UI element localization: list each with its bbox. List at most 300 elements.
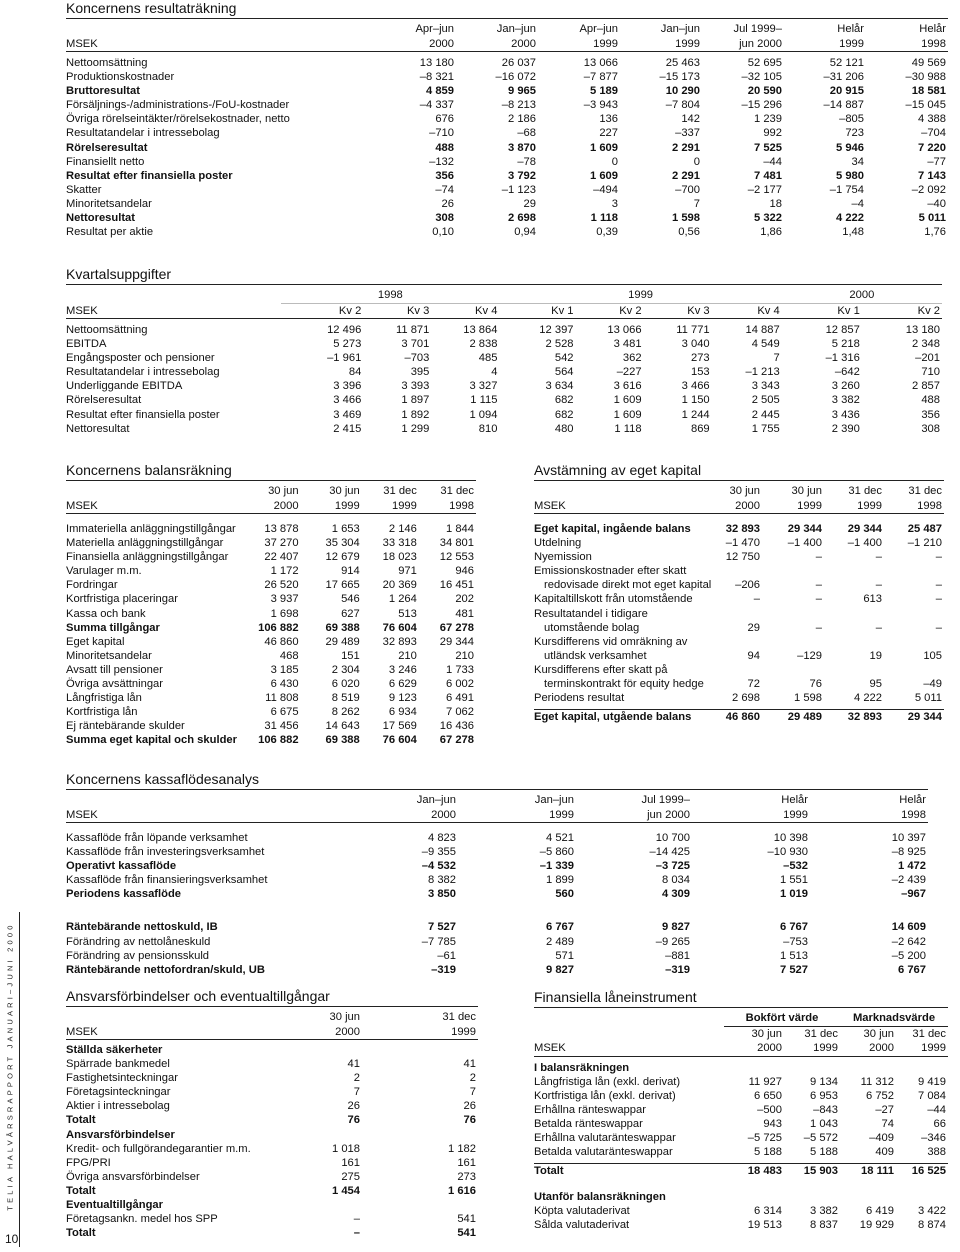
cell-value: 161 — [457, 1156, 476, 1169]
table-row — [66, 564, 476, 578]
cell-value: 3 870 — [508, 141, 536, 154]
column-header: Jan–jun — [534, 794, 574, 806]
row-label: Underliggande EBITDA — [66, 380, 183, 393]
cell-value: 6 020 — [331, 678, 360, 691]
cell-value: –14 887 — [823, 99, 864, 112]
section-rule — [66, 18, 948, 19]
table-row — [66, 225, 948, 239]
table-row — [534, 1103, 948, 1117]
column-header: jun 2000 — [702, 37, 784, 52]
column-header: 2000 — [456, 37, 538, 52]
row-label: Minoritetsandelar — [66, 649, 152, 662]
header-row — [66, 484, 476, 499]
table-row — [66, 56, 948, 70]
cell-value: 11 927 — [748, 1075, 782, 1088]
cell-value: –227 — [616, 366, 642, 379]
table-row — [66, 1198, 478, 1212]
income-statement-table — [66, 22, 948, 239]
cell-value: 8 382 — [428, 874, 456, 887]
cell-value: –532 — [783, 860, 808, 873]
cell-value: 2 505 — [751, 394, 780, 407]
cell-value: 12 679 — [325, 551, 360, 564]
cell-value: 710 — [921, 366, 940, 379]
column-header: Kv 1 — [782, 303, 862, 319]
cell-value — [884, 635, 944, 649]
table-row — [534, 1117, 948, 1131]
cell-value: 210 — [455, 649, 474, 662]
cell-value — [884, 663, 944, 677]
cell-value: 1,86 — [760, 226, 782, 239]
row-label: Sålda valutaderivat — [534, 1219, 630, 1232]
cell-value: 6 767 — [546, 921, 574, 934]
cell-value: 1,48 — [842, 226, 864, 239]
contingent-title: Ansvarsförbindelser och eventualtillgångar — [66, 988, 330, 1004]
cell-value: 2 304 — [331, 663, 360, 676]
header-row — [66, 1010, 478, 1025]
cell-value: 8 837 — [810, 1219, 838, 1232]
row-label: I balansräkningen — [534, 1061, 630, 1074]
row-label: Nettoresultat — [66, 212, 135, 225]
cell-value: –2 092 — [911, 183, 946, 196]
table-row — [66, 733, 476, 747]
cell-value: 273 — [457, 1170, 476, 1183]
row-label: Resultat efter finansiella poster — [66, 169, 233, 182]
header-row — [534, 484, 944, 499]
cell-value: 1 118 — [590, 212, 618, 225]
cell-value: 20 915 — [829, 85, 864, 98]
cell-value: 13 066 — [607, 324, 642, 336]
cell-value: 31 456 — [264, 720, 299, 733]
cell-value: 9 965 — [508, 85, 536, 98]
cell-value: 388 — [927, 1146, 946, 1159]
table-row — [534, 1089, 948, 1103]
row-label: Räntebärande nettoskuld, IB — [66, 921, 218, 934]
cell-value: 10 397 — [891, 832, 926, 844]
cell-value: 20 369 — [382, 579, 417, 592]
cell-value: 3 396 — [333, 380, 362, 393]
cell-value: 1 897 — [401, 394, 430, 407]
row-label: Ställda säkerheter — [66, 1044, 163, 1056]
cell-value: 41 — [347, 1058, 360, 1071]
cell-value: –15 296 — [741, 99, 782, 112]
table-row — [534, 649, 944, 663]
table-row — [66, 1113, 478, 1127]
cell-value: 7 527 — [428, 921, 456, 934]
cell-value: 4 — [491, 366, 498, 379]
row-label: Eget kapital, ingående balans — [534, 523, 691, 535]
cell-value: –5 572 — [803, 1131, 838, 1144]
column-header: 31 dec — [440, 485, 474, 497]
cell-value: 25 463 — [665, 57, 700, 69]
cell-value: 10 290 — [665, 85, 700, 98]
row-label: Totalt — [534, 1164, 724, 1179]
row-label: Eventualtillgångar — [66, 1199, 163, 1212]
cell-value: – — [935, 593, 942, 606]
table-row — [534, 1218, 948, 1232]
cell-value: 153 — [690, 366, 710, 379]
cell-value: 29 344 — [787, 523, 822, 535]
cell-value: 3 327 — [469, 380, 498, 393]
cell-value: – — [935, 579, 942, 592]
section-rule — [66, 1006, 478, 1007]
cell-value: 17 665 — [325, 579, 360, 592]
cell-value: 14 643 — [325, 720, 360, 733]
cell-value: 12 496 — [327, 324, 362, 336]
year-header: 1998 — [281, 288, 499, 303]
table-row — [66, 663, 476, 677]
cell-value: –1 210 — [907, 537, 942, 550]
column-header: 30 jun — [863, 1027, 894, 1040]
cell-value — [362, 1043, 478, 1057]
cashflow-table — [66, 793, 928, 977]
table-row — [534, 621, 944, 635]
row-label: FPG/PRI — [66, 1156, 111, 1169]
cell-value: 542 — [554, 352, 574, 365]
cell-value: –753 — [783, 935, 808, 948]
column-header: 1999 — [538, 37, 620, 52]
column-header: 30 jun — [751, 1027, 782, 1040]
table-row — [66, 887, 928, 901]
cell-value: –32 105 — [741, 71, 782, 84]
row-label: Förändring av nettolåneskuld — [66, 935, 211, 948]
cell-value: 18 581 — [911, 85, 946, 98]
cell-value: 3 343 — [751, 380, 780, 393]
column-header: 2000 — [296, 1025, 362, 1040]
cell-value: 12 397 — [539, 324, 574, 336]
cell-value: 6 629 — [388, 678, 417, 691]
cell-value: 76 604 — [382, 734, 417, 747]
table-row — [66, 141, 948, 155]
cell-value: –2 177 — [747, 183, 782, 196]
column-header: Jan–jun — [496, 23, 536, 35]
column-header: jun 2000 — [576, 808, 692, 823]
closing-balance-row — [534, 710, 944, 725]
cell-value: 723 — [845, 127, 864, 140]
cell-value: 308 — [435, 212, 454, 225]
income-statement-section — [66, 0, 948, 245]
cell-value: 8 874 — [918, 1219, 946, 1232]
cell-value: 13 878 — [264, 523, 299, 535]
spacer-row — [534, 1178, 948, 1190]
cell-value: 1 698 — [270, 607, 299, 620]
column-header: 1999 — [824, 499, 884, 514]
cell-value: –129 — [797, 649, 822, 662]
cell-value: 3 185 — [270, 663, 299, 676]
row-label: Nyemission — [534, 551, 592, 564]
row-label: Företagsankn. medel hos SPP — [66, 1213, 218, 1226]
cell-value: 4 388 — [918, 113, 946, 126]
cell-value: 10 398 — [773, 832, 808, 844]
cell-value: –61 — [437, 949, 456, 962]
cell-value: 1 653 — [331, 523, 360, 535]
spacer — [66, 901, 928, 920]
cell-value: 1 609 — [613, 408, 642, 421]
column-header: 30 jun — [268, 485, 299, 497]
cell-value — [840, 1190, 896, 1204]
cell-value: 1 043 — [810, 1117, 838, 1130]
column-header: 31 dec — [908, 485, 942, 497]
cell-value: 3 466 — [681, 380, 710, 393]
spacer-row — [534, 514, 944, 523]
cell-value: –49 — [923, 678, 942, 691]
table-row — [66, 1142, 478, 1156]
table-row — [66, 169, 948, 183]
row-label: Summa eget kapital och skulder — [66, 734, 237, 747]
cell-value: 18 — [769, 197, 782, 210]
header-label — [534, 484, 704, 499]
cell-value: 5 011 — [918, 212, 946, 225]
cell-value: 67 278 — [439, 621, 474, 634]
column-header: 1999 — [362, 499, 419, 514]
cell-value: 7 527 — [780, 963, 808, 976]
cell-value: 3 436 — [831, 408, 860, 421]
cell-value: 7 143 — [918, 169, 946, 182]
table-row — [66, 649, 476, 663]
cell-value: 106 882 — [258, 621, 299, 634]
column-header: 31 dec — [383, 485, 417, 497]
cell-value: – — [815, 621, 822, 634]
cell-value: 5 188 — [754, 1146, 782, 1159]
section-rule — [66, 284, 942, 285]
cell-value: 485 — [478, 352, 498, 365]
cell-value: 488 — [921, 394, 940, 407]
column-header: 1999 — [784, 1041, 840, 1056]
cell-value: 2 — [353, 1072, 360, 1085]
header-label — [66, 22, 378, 37]
cell-value: 9 134 — [810, 1075, 838, 1088]
cell-value: 4 859 — [426, 85, 454, 98]
instruments-section — [534, 989, 948, 1244]
cell-value: 29 489 — [762, 710, 824, 725]
table-row — [66, 1071, 478, 1085]
table-row — [534, 691, 944, 705]
table-row — [66, 621, 476, 635]
cell-value: 810 — [478, 422, 498, 435]
cell-value: 5 322 — [754, 212, 782, 225]
row-label: Kassaflöde från finansieringsverksamhet — [66, 874, 268, 887]
cell-value: 7 481 — [754, 169, 782, 182]
row-label: Kursdifferens vid omräkning av — [534, 635, 688, 648]
row-label: Försäljnings-/administrations-/FoU-kostnader — [66, 99, 290, 112]
column-header: 2000 — [704, 499, 762, 514]
column-header: Helår — [781, 794, 808, 806]
table-row — [66, 1043, 478, 1057]
table-row — [534, 578, 944, 592]
row-label: Förändring av pensionsskuld — [66, 949, 210, 962]
row-label: Periodens resultat — [534, 692, 625, 705]
column-header: Kv 3 — [363, 303, 431, 319]
column-header: Kv 4 — [431, 303, 499, 319]
row-label: Eget kapital, utgående balans — [534, 710, 704, 725]
cell-value: 4 309 — [662, 888, 690, 901]
table-row — [66, 635, 476, 649]
table-row — [534, 564, 944, 578]
row-label: Resultatandel i tidigare — [534, 607, 648, 620]
cell-value: 19 513 — [747, 1219, 782, 1232]
table-row — [66, 197, 948, 211]
cell-value: 3 422 — [918, 1205, 946, 1218]
cell-value: –1 316 — [825, 352, 860, 365]
column-header: 31 dec — [804, 1027, 838, 1040]
table-row — [534, 1131, 948, 1145]
cell-value: 26 520 — [264, 579, 299, 592]
cell-value: –1 123 — [501, 183, 536, 196]
column-header: 2000 — [724, 1041, 784, 1056]
column-header: 1999 — [362, 1025, 478, 1040]
quarterly-section — [66, 266, 942, 446]
cell-value: 0 — [611, 155, 618, 168]
cell-value: 32 893 — [382, 635, 417, 648]
cell-value — [824, 564, 884, 578]
cell-value: 356 — [921, 408, 940, 421]
cell-value: 26 — [463, 1100, 476, 1113]
cell-value: 5 011 — [914, 692, 942, 705]
table-row — [66, 155, 948, 169]
table-row — [534, 592, 944, 606]
cell-value: –14 425 — [649, 846, 690, 859]
cell-value: 3 481 — [613, 338, 642, 351]
row-label: Utanför balansräkningen — [534, 1191, 666, 1204]
cell-value: –132 — [429, 155, 454, 168]
row-label: Finansiellt netto — [66, 155, 145, 168]
row-label: Materiella anläggningstillgångar — [66, 537, 224, 550]
cell-value: 26 — [347, 1100, 360, 1113]
cell-value: 6 934 — [388, 706, 417, 719]
row-label: Nettoomsättning — [66, 57, 148, 69]
contingent-section — [66, 988, 478, 1250]
year-header: 1999 — [499, 288, 781, 303]
cell-value: 4 823 — [428, 832, 456, 844]
table-row — [66, 691, 476, 705]
cell-value: 2 291 — [672, 169, 700, 182]
cell-value: 6 002 — [446, 678, 474, 691]
cell-value: 2 698 — [508, 212, 536, 225]
row-label: Långfristiga lån — [66, 692, 142, 705]
report-running-title: TELIA HALVÅRSRAPPORT JANUARI–JUNI 2000 — [5, 922, 15, 1211]
cell-value: 35 304 — [325, 537, 360, 550]
column-header: Apr–jun — [579, 23, 618, 35]
row-label: Totalt — [66, 1184, 96, 1197]
cell-value: 3 — [611, 197, 618, 210]
table-row — [66, 365, 942, 379]
table-row — [534, 536, 944, 550]
row-label: Erhållna valutaränteswappar — [534, 1131, 676, 1144]
cell-value: 17 569 — [382, 720, 417, 733]
cell-value: 6 953 — [810, 1089, 838, 1102]
cell-value: –77 — [927, 155, 946, 168]
cell-value: –2 642 — [891, 935, 926, 948]
column-header: Kv 2 — [281, 303, 363, 319]
cell-value: –5 200 — [891, 949, 926, 962]
cell-value: 76 — [463, 1114, 476, 1127]
cell-value: 1 755 — [751, 422, 780, 435]
column-header: 1999 — [896, 1041, 948, 1056]
section-rule — [534, 480, 944, 481]
row-label: Övriga ansvarsförbindelser — [66, 1170, 200, 1183]
cell-value: 19 929 — [859, 1219, 894, 1232]
cell-value: 11 808 — [265, 692, 299, 705]
column-header: 1999 — [301, 499, 362, 514]
cell-value: 72 — [747, 678, 760, 691]
cell-value: 29 344 — [439, 635, 474, 648]
cell-value: – — [875, 551, 882, 564]
cell-value: 946 — [455, 565, 474, 578]
cell-value: –8 925 — [891, 846, 926, 859]
table-row — [66, 211, 948, 225]
cell-value — [362, 1198, 478, 1212]
table-row — [534, 522, 944, 536]
cell-value: 5 189 — [590, 85, 618, 98]
cell-value: 20 590 — [747, 85, 782, 98]
row-label: Kredit- och fullgörandegarantier m.m. — [66, 1142, 251, 1155]
table-row — [534, 1204, 948, 1218]
total-row — [534, 1164, 948, 1179]
cell-value: –7 877 — [583, 71, 618, 84]
cell-value: 481 — [455, 607, 474, 620]
cell-value: 13 180 — [419, 57, 454, 69]
cell-value: –703 — [404, 352, 430, 365]
cell-value: –1 339 — [539, 860, 574, 873]
row-label: Köpta valutaderivat — [534, 1205, 630, 1218]
cell-value: –7 804 — [665, 99, 700, 112]
cell-value: 2 146 — [388, 523, 417, 535]
row-label: Operativt kassaflöde — [66, 860, 177, 873]
cell-value: 1 472 — [898, 860, 926, 873]
spacer — [66, 514, 476, 523]
table-row — [534, 677, 944, 691]
cell-value: – — [753, 593, 760, 606]
header-label — [66, 1010, 296, 1025]
cell-value: 5 980 — [836, 169, 864, 182]
cell-value: 914 — [341, 565, 360, 578]
table-row — [534, 663, 944, 677]
cell-value: 1 733 — [446, 663, 474, 676]
cell-value — [784, 1190, 840, 1204]
row-label: Erhållna ränteswappar — [534, 1103, 646, 1116]
row-label: Fordringar — [66, 579, 118, 592]
column-header: 2000 — [840, 1041, 896, 1056]
column-header: 31 dec — [912, 1027, 946, 1040]
cell-value: 2 698 — [732, 692, 760, 705]
cell-value: 7 525 — [754, 141, 782, 154]
cell-value: 202 — [455, 593, 474, 606]
cell-value: –2 439 — [891, 874, 926, 887]
cell-value: 4 222 — [854, 692, 882, 705]
cell-value: 76 604 — [382, 621, 417, 634]
header-row — [534, 1026, 948, 1041]
cell-value: 2 415 — [333, 422, 362, 435]
cell-value: –7 785 — [421, 935, 456, 948]
header-row — [534, 1011, 948, 1026]
cell-value: – — [353, 1227, 360, 1240]
table-row — [66, 112, 948, 126]
cell-value: 1 616 — [448, 1184, 476, 1197]
row-label: Spärrade bankmedel — [66, 1058, 170, 1071]
cell-value — [724, 1061, 784, 1075]
cell-value: 541 — [457, 1213, 476, 1226]
cell-value: 32 893 — [824, 710, 884, 725]
row-label: EBITDA — [66, 338, 107, 351]
column-header: 30 jun — [329, 1011, 360, 1023]
header-row — [66, 37, 948, 52]
cell-value: 74 — [881, 1117, 894, 1130]
cell-value: 943 — [763, 1117, 782, 1130]
header-row — [66, 808, 928, 823]
cell-value: 1,76 — [924, 226, 946, 239]
cell-value: 14 609 — [891, 921, 926, 934]
cell-value — [362, 1128, 478, 1142]
cell-value: 7 — [693, 197, 700, 210]
